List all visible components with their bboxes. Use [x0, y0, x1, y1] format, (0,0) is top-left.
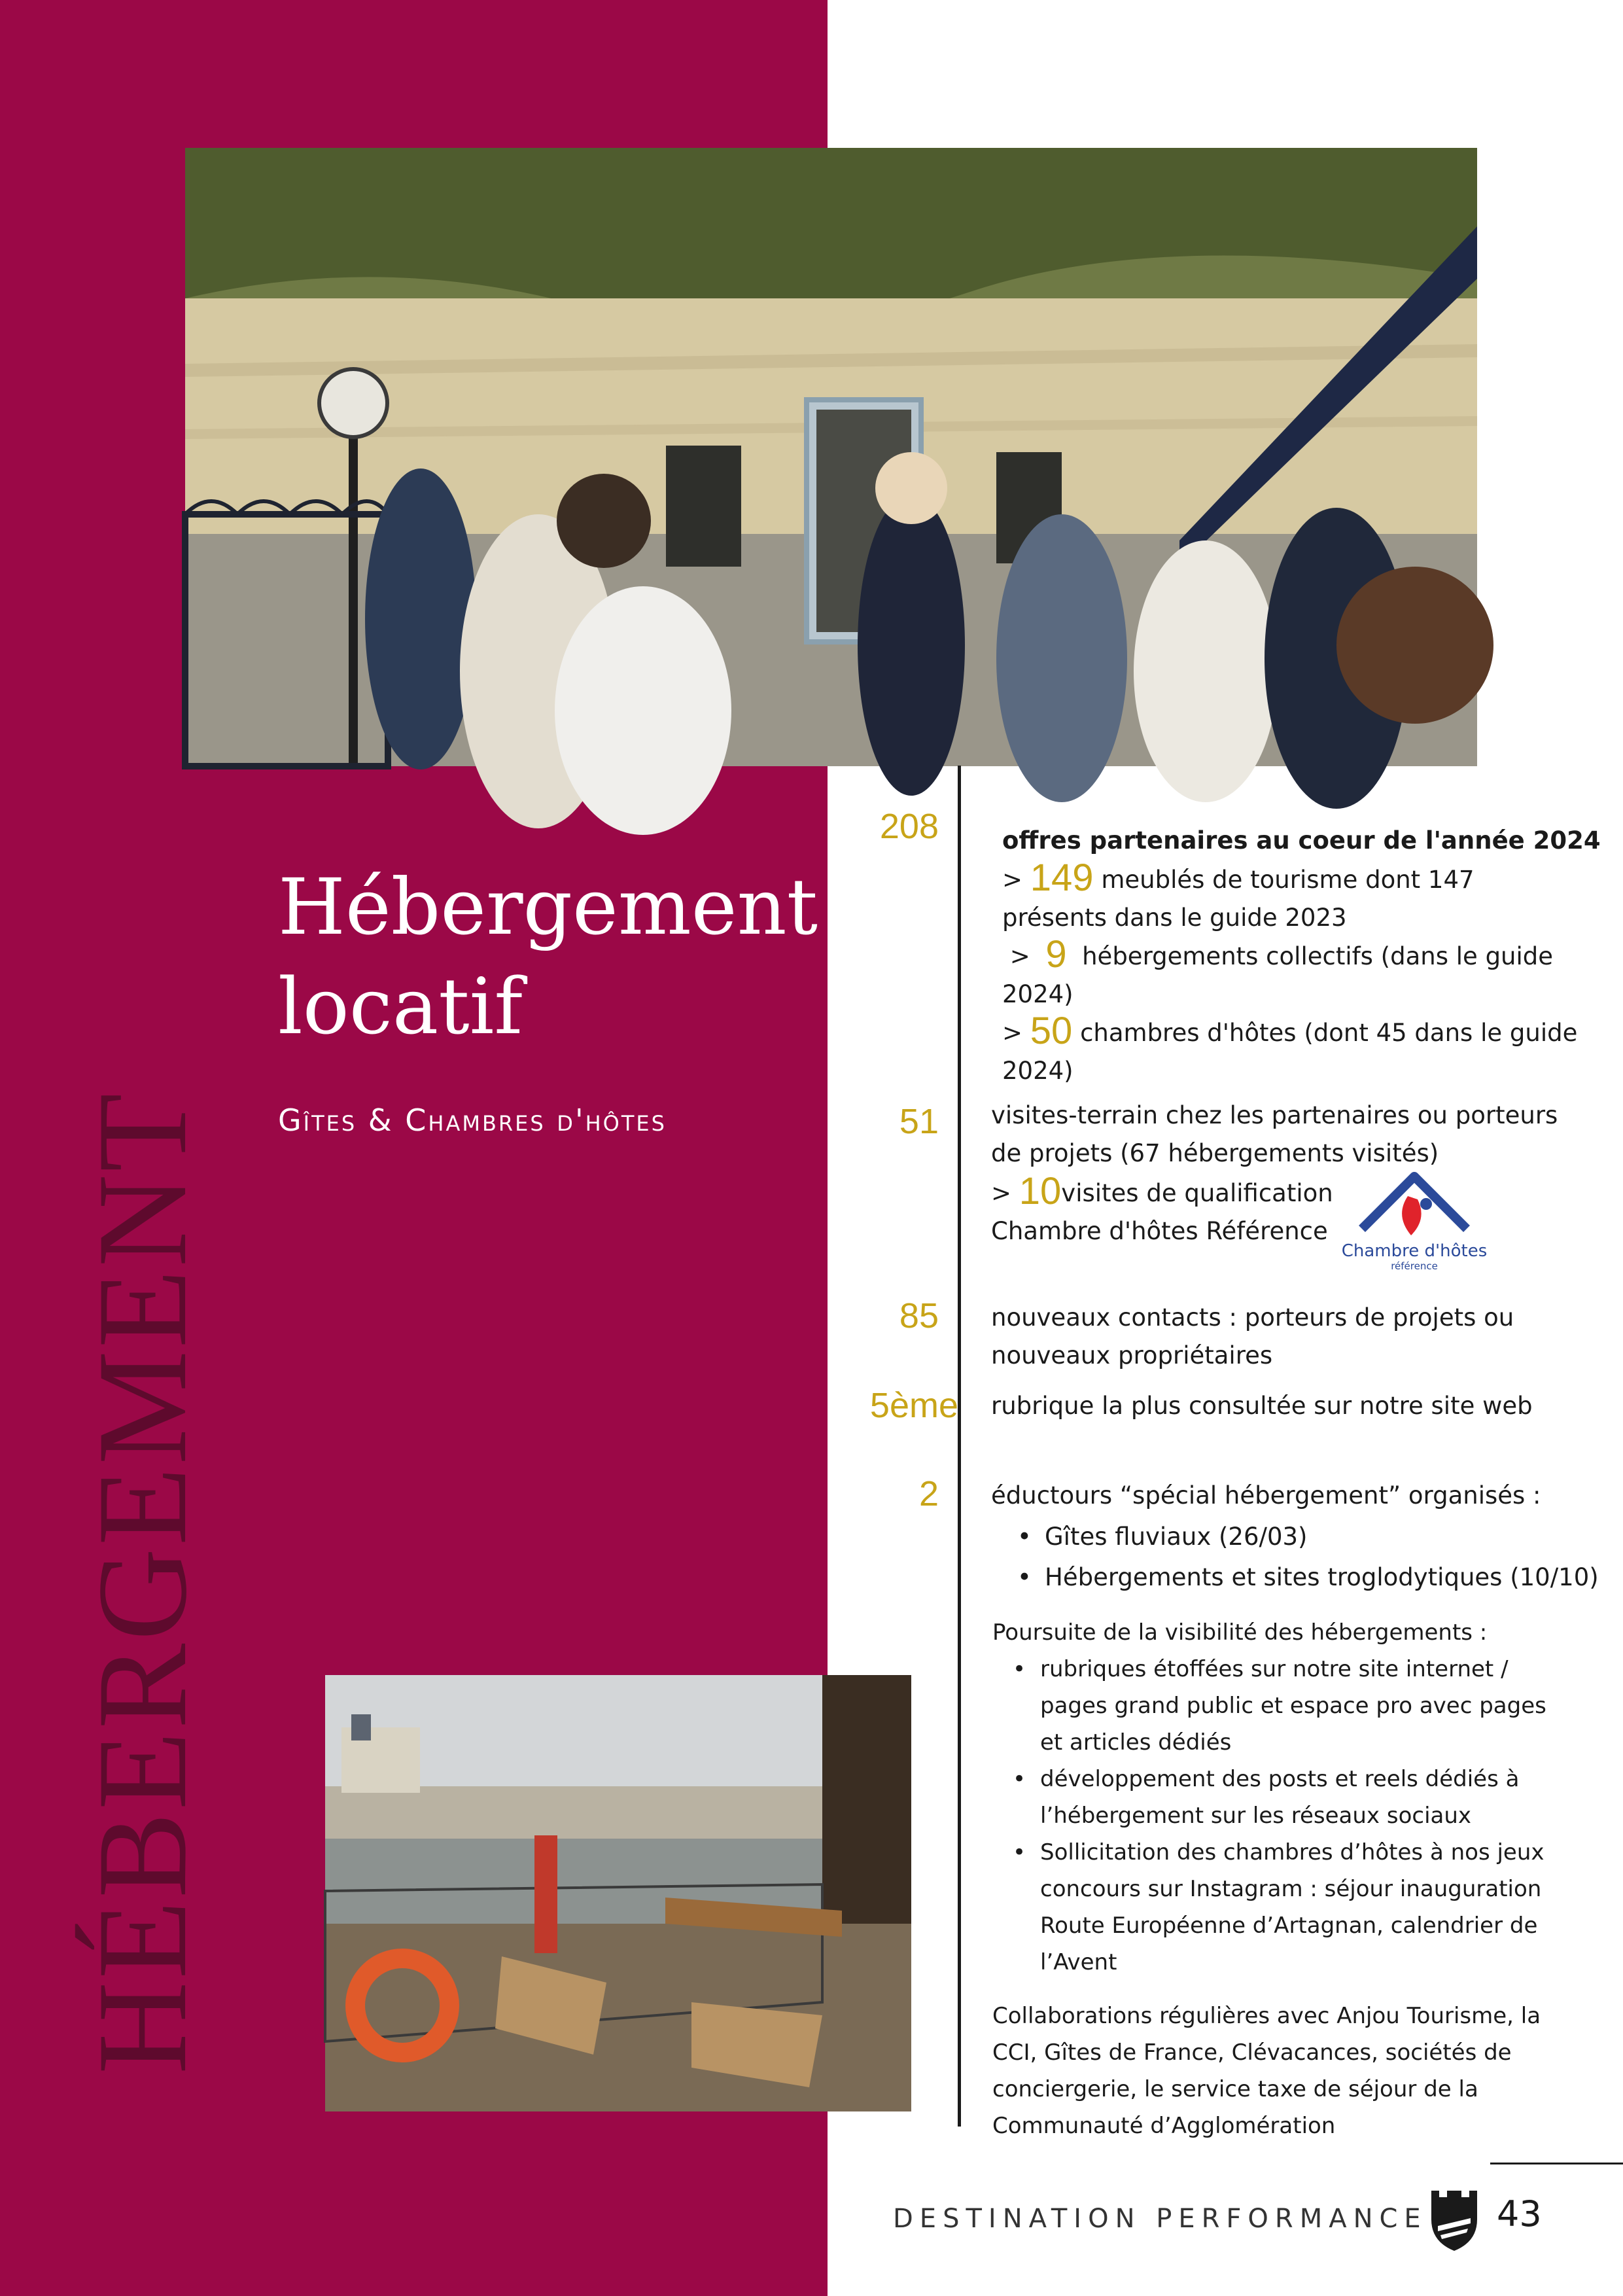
eductour-item: • Hébergements et sites troglodytiques (10/10) [1011, 1557, 1599, 1598]
title-line-1: Hébergement [278, 862, 818, 952]
river-deck-photo [325, 1675, 911, 2111]
footer-label: DESTINATION PERFORMANCE [893, 2204, 1427, 2234]
side-section-word: HÉBERGEMENT [71, 1091, 213, 2074]
offer-prefix: > [1002, 866, 1023, 894]
page-number: 43 [1497, 2193, 1542, 2234]
offer-guest-rooms [1002, 1012, 1578, 1090]
chambre-hotes-reference-logo [1341, 1163, 1488, 1273]
cave-visit-photo [185, 148, 1477, 766]
qualification-number: 10 [1019, 1170, 1062, 1212]
visibility-item: • Sollicitation des chambres d’hôtes à nos jeux concours sur Instagram : séjour inauguration Route Européenne d’Artagnan, calendrier de l’Avent [1006, 1834, 1562, 1981]
qualification-text: visites de qualification [1061, 1179, 1333, 1207]
offer-furnished [1002, 859, 1578, 937]
stat-value-eductours: 2 [918, 1474, 939, 1513]
logo-text-line-2: référence [1391, 1260, 1438, 1272]
stat-value-visits: 51 [899, 1102, 939, 1141]
offer-prefix: > [1009, 942, 1030, 970]
offer-number: 9 [1045, 933, 1067, 976]
section-subtitle: Gîtes & Chambres d'hôtes [278, 1103, 667, 1138]
cave-visit-illustration [185, 148, 1477, 766]
logo-text-line-1: Chambre d'hôtes [1341, 1241, 1488, 1261]
footer-rule [1490, 2163, 1623, 2164]
stat-value-offers: 208 [879, 807, 939, 846]
offer-prefix: > [1002, 1019, 1023, 1047]
eductours-text: éductours “spécial hébergement” organisés : [991, 1481, 1541, 1510]
section-title [278, 857, 818, 1056]
visits-text: visites-terrain chez les partenaires ou porteurs de projets (67 hébergements visités) [991, 1101, 1558, 1167]
rank-text: rubrique la plus consultée sur notre site web [991, 1392, 1533, 1420]
offer-collective [1002, 933, 1578, 1014]
title-line-2: locatif [278, 961, 523, 1051]
qualification-visits [991, 1170, 1357, 1250]
crest-icon [1427, 2185, 1481, 2252]
eductours-list [1011, 1517, 1599, 1598]
visibility-item: • rubriques étoffées sur notre site internet / pages grand public et espace pro avec pages et articles dédiés [1006, 1651, 1562, 1761]
visibility-list [1006, 1651, 1562, 1981]
offer-text: meublés de tourisme dont 147 présents dans le guide 2023 [1002, 866, 1475, 932]
stat-value-rank: 5ème [869, 1386, 958, 1425]
eductour-item: • Gîtes fluviaux (26/03) [1011, 1517, 1599, 1557]
river-deck-illustration [325, 1675, 911, 2111]
timeline-divider [958, 766, 961, 2127]
visibility-heading: Poursuite de la visibilité des hébergements : [992, 1619, 1488, 1646]
visibility-item: • développement des posts et reels dédiés à l’hébergement sur les réseaux sociaux [1006, 1761, 1562, 1834]
offer-number: 149 [1030, 857, 1094, 899]
qualification-label: Chambre d'hôtes Référence [991, 1217, 1328, 1245]
contacts-text: nouveaux contacts : porteurs de projets ou nouveaux propriétaires [991, 1303, 1514, 1369]
offers-heading: offres partenaires au coeur de l'année 2024 [1002, 826, 1601, 855]
offer-text: hébergements collectifs (dans le guide 2024) [1002, 942, 1554, 1008]
offer-text: chambres d'hôtes (dont 45 dans le guide 2024) [1002, 1019, 1578, 1085]
qualification-prefix: > [991, 1179, 1012, 1207]
stat-value-contacts: 85 [899, 1296, 939, 1335]
collaborations-text: Collaborations régulières avec Anjou Tourisme, la CCI, Gîtes de France, Clévacances, sociétés de conciergerie, le service taxe de séjour de la Communauté d’Agglomération [992, 2003, 1541, 2139]
offer-number: 50 [1030, 1010, 1073, 1052]
